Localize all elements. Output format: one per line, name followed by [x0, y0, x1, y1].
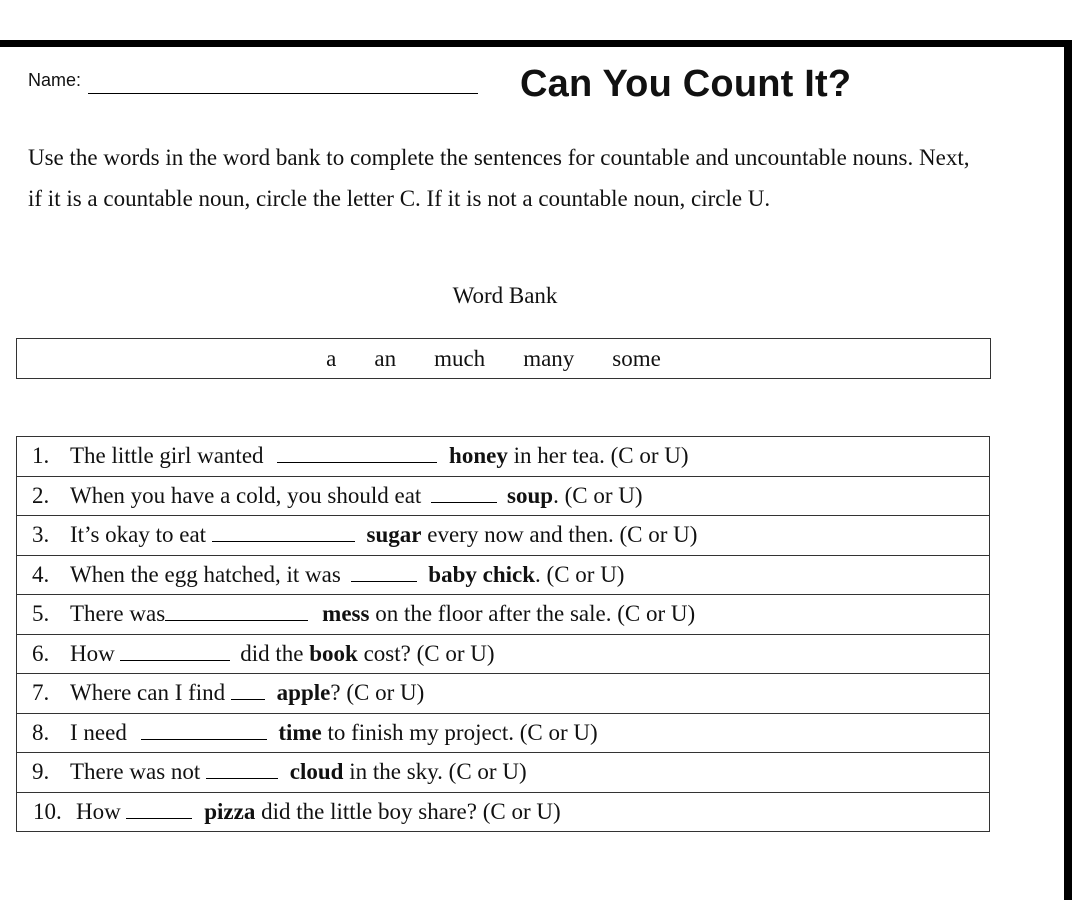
word-bank-word: a — [326, 345, 337, 371]
answer-blank[interactable] — [206, 760, 278, 779]
question-text: When the egg hatched, it was — [70, 561, 341, 587]
question-number: 9. — [32, 759, 50, 785]
question-number: 2. — [32, 482, 50, 508]
answer-blank[interactable] — [431, 484, 497, 503]
word-bank-word: much — [434, 345, 486, 371]
question-row — [17, 476, 990, 516]
question-noun: time — [278, 719, 322, 745]
word-bank — [16, 338, 991, 379]
question-noun: pizza — [204, 798, 256, 824]
answer-blank[interactable] — [120, 642, 230, 661]
question-row — [17, 595, 990, 635]
answer-blank[interactable] — [212, 523, 355, 542]
question-number: 6. — [32, 640, 50, 666]
answer-blank[interactable] — [231, 681, 265, 700]
question-text: It’s okay to eat — [70, 522, 207, 548]
question-noun: baby chick — [428, 561, 536, 587]
question-row — [17, 792, 990, 832]
answer-blank[interactable] — [141, 721, 267, 740]
question-row — [17, 555, 990, 595]
instructions: Use the words in the word bank to complete the sentences for countable and uncountable nouns. Next, if it is a countable noun, circle the letter C. If it is not a countable noun, circle U. — [28, 145, 970, 211]
word-bank-word: some — [612, 345, 661, 371]
question-text: There was not — [70, 759, 201, 785]
question-number: 3. — [32, 522, 50, 548]
question-noun: book — [309, 640, 358, 666]
name-label: Name: — [28, 70, 82, 90]
word-bank-word: many — [523, 345, 575, 371]
question-row — [17, 634, 990, 674]
question-number: 8. — [32, 719, 50, 745]
question-text: every now and then. (C or U) — [427, 522, 698, 548]
question-text: ? (C or U) — [330, 680, 425, 706]
question-row — [17, 713, 990, 753]
word-bank-word: an — [374, 345, 397, 371]
question-text: When you have a cold, you should eat — [70, 482, 422, 508]
question-noun: sugar — [366, 522, 422, 548]
question-text: . (C or U) — [553, 482, 643, 508]
question-text: Where can I find — [70, 680, 226, 706]
question-text: did the — [240, 640, 304, 666]
question-text: I need — [70, 719, 127, 745]
question-number: 4. — [32, 561, 50, 587]
question-text: in her tea. (C or U) — [513, 443, 689, 469]
page-title: Can You Count It? — [520, 63, 852, 105]
question-row — [17, 674, 990, 714]
question-row — [17, 437, 990, 477]
question-noun: cloud — [289, 759, 344, 785]
question-number: 7. — [32, 680, 50, 706]
answer-blank[interactable] — [165, 602, 308, 621]
question-number: 5. — [32, 601, 50, 627]
name-input-line[interactable] — [88, 93, 478, 94]
question-text: in the sky. (C or U) — [349, 759, 527, 785]
question-noun: mess — [322, 601, 370, 627]
question-noun: apple — [276, 680, 331, 706]
question-text: . (C or U) — [535, 561, 625, 587]
question-text: to finish my project. (C or U) — [327, 719, 598, 745]
question-text: cost? (C or U) — [363, 640, 495, 666]
question-row — [17, 516, 990, 556]
questions-table — [16, 436, 990, 832]
answer-blank[interactable] — [277, 444, 437, 463]
question-text: on the floor after the sale. (C or U) — [375, 601, 696, 627]
question-noun: soup — [507, 482, 554, 508]
word-bank-title: Word Bank — [452, 283, 558, 308]
question-text: did the little boy share? (C or U) — [261, 798, 561, 824]
answer-blank[interactable] — [351, 563, 417, 582]
question-number: 1. — [32, 443, 50, 469]
question-text: How — [76, 798, 121, 824]
question-number: 10. — [33, 798, 62, 824]
answer-blank[interactable] — [126, 800, 192, 819]
question-text: The little girl wanted — [70, 443, 264, 469]
question-text: How — [70, 640, 115, 666]
question-text: There was — [70, 601, 166, 627]
question-noun: honey — [449, 443, 508, 469]
question-row — [17, 753, 990, 793]
